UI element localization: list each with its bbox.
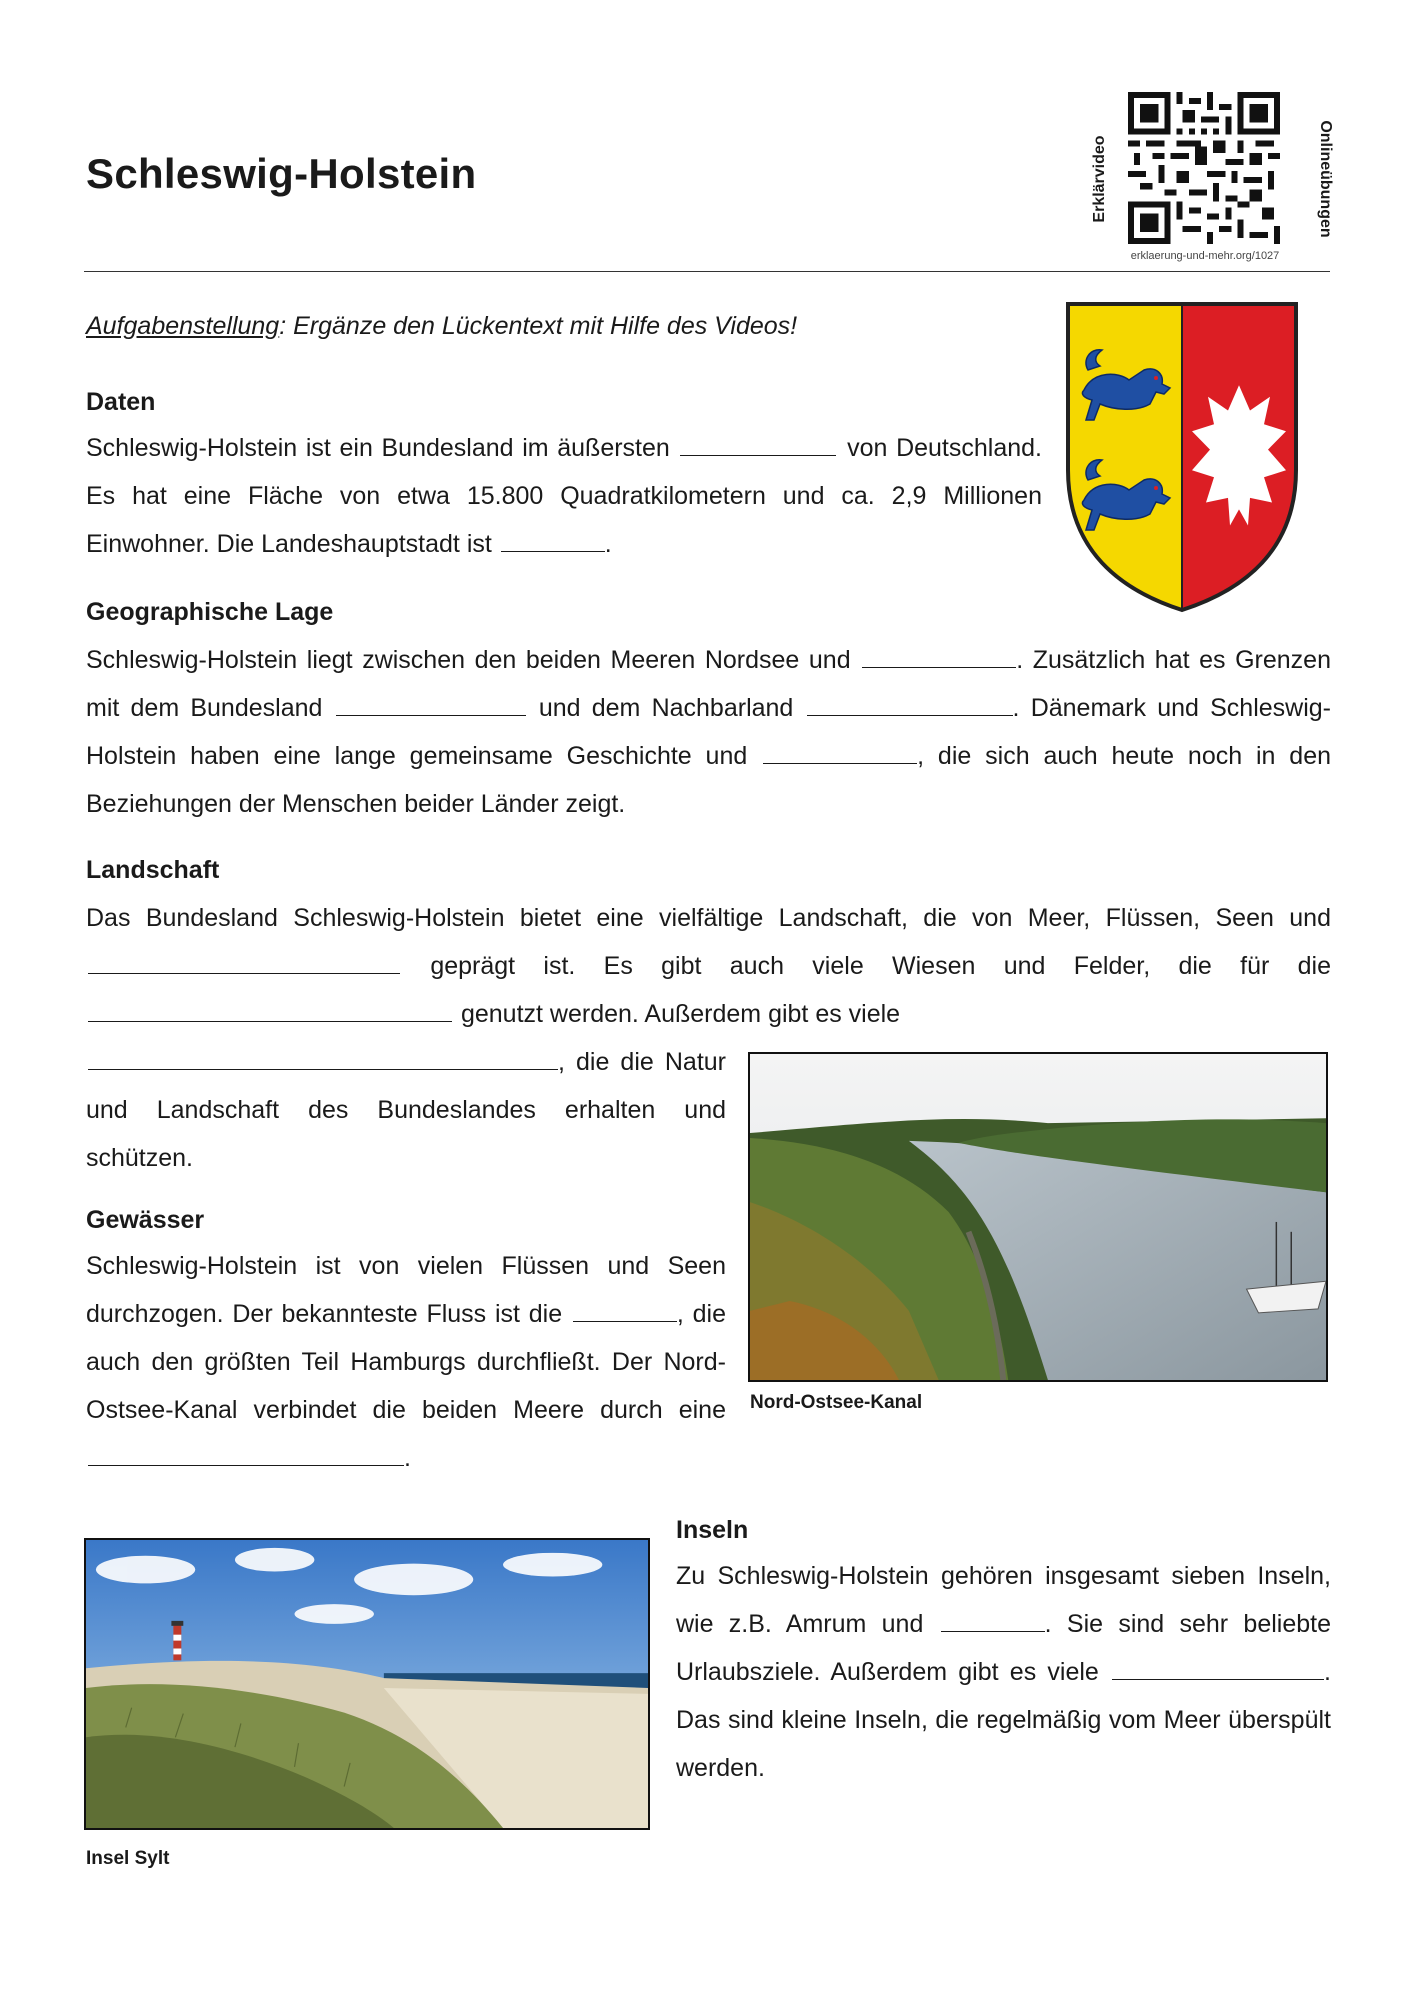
qr-url[interactable]: erklaerung-und-mehr.org/1027 — [1130, 250, 1280, 262]
heading-gewaesser: Gewässer — [86, 1206, 205, 1234]
canal-photo — [748, 1052, 1328, 1382]
text-daten-3: . — [604, 530, 612, 558]
blank-second-sea[interactable] — [862, 645, 1016, 668]
paragraph-lage — [86, 636, 1331, 828]
blank-neighbor-country[interactable] — [807, 693, 1013, 716]
qr-label-exercises: Onlineübungen — [1317, 120, 1334, 238]
blank-agriculture[interactable] — [88, 999, 452, 1022]
text-lage-5: , die sich auch heute noch in den Beziehungen der Menschen beider Länder zeigt. — [86, 742, 1332, 818]
blank-daten-region[interactable] — [680, 433, 836, 456]
blank-landscape[interactable] — [88, 951, 400, 974]
text-lage-4: . Dänemark und Schleswig-Holstein haben eine lange gemeinsame Geschichte und — [86, 694, 1331, 770]
text-daten-1: Schleswig-Holstein ist ein Bundesland im äußersten — [86, 434, 670, 462]
task-instruction — [86, 312, 797, 341]
blank-island[interactable] — [941, 1609, 1045, 1632]
blank-neighbor-state[interactable] — [336, 693, 526, 716]
text-inseln-1: Zu Schleswig-Holstein gehören insgesamt sieben Inseln, wie z.B. Amrum und — [676, 1562, 1331, 1638]
blank-connection[interactable] — [88, 1443, 404, 1466]
task-text: : Ergänze den Lückentext mit Hilfe des Videos! — [279, 312, 798, 340]
sylt-photo — [84, 1538, 650, 1830]
blank-capital[interactable] — [501, 529, 605, 552]
text-landschaft-2: geprägt ist. Es gibt auch viele Wiesen und Felder, die für die — [430, 952, 1331, 980]
paragraph-gewaesser — [86, 1242, 726, 1482]
text-landschaft-4: , die die — [558, 1048, 654, 1076]
blank-culture[interactable] — [763, 741, 917, 764]
text-gewaesser-3: . — [404, 1444, 411, 1472]
text-gewaesser-1: Schleswig-Holstein ist von vielen Flüssen und Seen durchzogen. Der bekannteste Fluss ist die — [86, 1252, 726, 1328]
blank-river[interactable] — [573, 1299, 677, 1322]
text-gewaesser-2: , die auch den größten Teil Hamburgs durchfließt. Der Nord-Ostsee-Kanal verbindet die beiden Meere durch eine — [86, 1300, 726, 1424]
paragraph-landschaft-top — [86, 894, 1331, 1038]
heading-inseln: Inseln — [676, 1516, 749, 1544]
paragraph-daten — [86, 424, 1042, 568]
blank-nature-reserves[interactable] — [88, 1047, 558, 1070]
text-lage-3: und dem Nachbarland — [538, 694, 794, 722]
text-lage-2: . Zusätzlich hat es Grenzen mit dem Bundesland — [86, 646, 1331, 722]
qr-code-icon[interactable] — [1128, 92, 1280, 244]
header-divider — [84, 271, 1330, 272]
blank-halligen[interactable] — [1112, 1657, 1324, 1680]
text-landschaft-5: Natur und Landschaft des Bundeslandes erhalten und schützen. — [86, 1048, 726, 1172]
heading-daten: Daten — [86, 388, 156, 416]
canal-caption: Nord-Ostsee-Kanal — [750, 1392, 923, 1413]
sylt-caption: Insel Sylt — [86, 1848, 170, 1869]
coat-of-arms-image — [1064, 300, 1300, 614]
qr-label-explainer: Erklärvideo — [1091, 135, 1108, 223]
page-title: Schleswig-Holstein — [86, 150, 477, 197]
text-landschaft-3: genutzt werden. Außerdem gibt es viele — [460, 1000, 901, 1028]
text-inseln-3: . Das sind kleine Inseln, die regelmäßig vom Meer überspült werden. — [676, 1658, 1331, 1782]
text-landschaft-1: Das Bundesland Schleswig-Holstein bietet eine vielfältige Landschaft, die von Meer, Flüssen, Seen und — [86, 904, 1331, 932]
text-daten-2: von Deutschland. Es hat eine Fläche von etwa 15.800 Quadratkilometern und ca. 2,9 Millionen Einwohner. Die Landeshauptstadt ist — [86, 434, 1042, 558]
text-inseln-2: . Sie sind sehr beliebte Urlaubsziele. Außerdem gibt es viele — [676, 1610, 1331, 1686]
paragraph-inseln — [676, 1552, 1331, 1792]
heading-geographische-lage: Geographische Lage — [86, 598, 334, 626]
text-lage-1: Schleswig-Holstein liegt zwischen den beiden Meeren Nordsee und — [86, 646, 851, 674]
heading-landschaft: Landschaft — [86, 856, 220, 884]
paragraph-landschaft-bottom — [86, 1038, 726, 1182]
task-label: Aufgabenstellung — [86, 312, 280, 340]
